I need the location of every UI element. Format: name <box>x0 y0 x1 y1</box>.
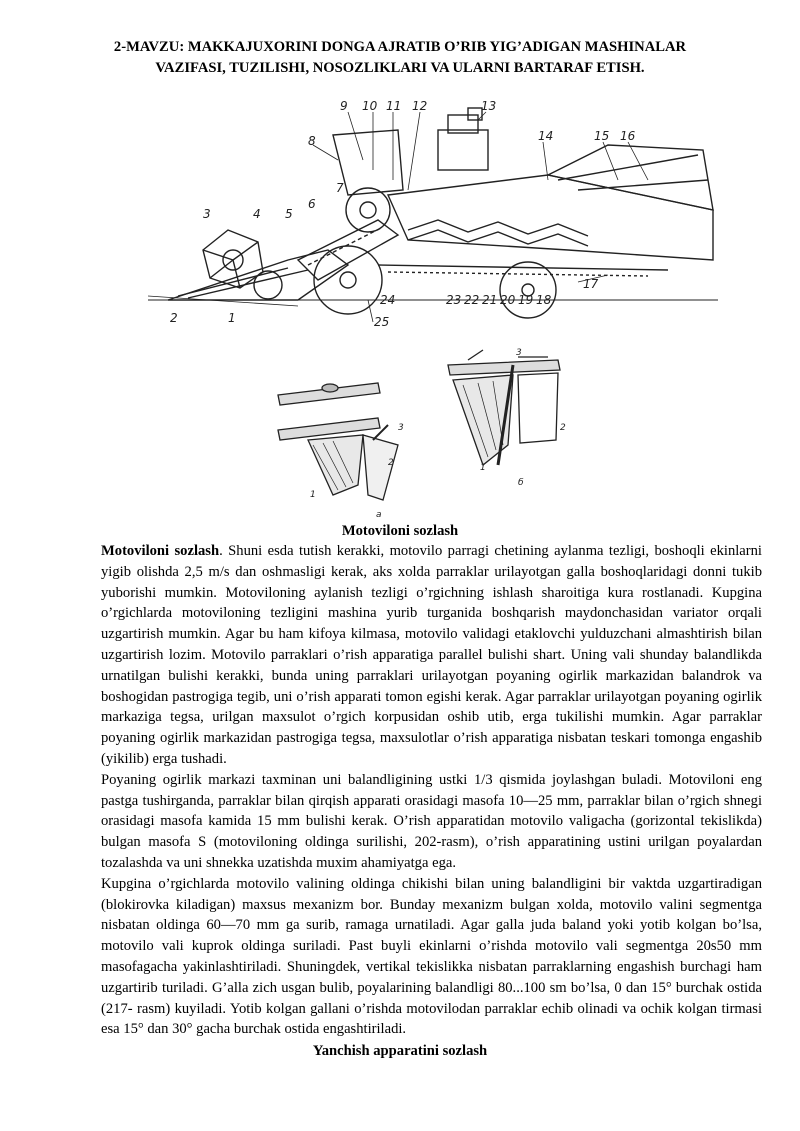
callout-17: 17 <box>583 277 599 291</box>
callout-7: 7 <box>336 181 344 195</box>
callout-8: 8 <box>308 134 316 148</box>
callout-20: 20 <box>500 293 516 307</box>
page-title <box>60 37 740 79</box>
figure-caption: Motovilonі sozlash <box>341 523 459 539</box>
paragraph-3: Kupgina o’rgichlarda motovilo valining oldinga chikishi bilan uning balandligini bir vaktda uzgartiradigan (blokirovka kiladigan) maxsus mexanizm bor. Bunday mexanizm bulgan xolda, motovilo valini segmentga nisbatan oldinga 60—70 mm ga surib, ramaga urnatiladi. Agar galla juda baland yoki yotib kolgan bo’lsa, motovilo vali kuprok oldinga suriladi. Past buyli ekinlarni o’rishda motovilo vali segmentga 20s50 mm masofagacha yakinlashtiriladi. Shuningdek, vertikal tekislikka nisbatan parraklarning engashish burchagi ham uzgartirib turiladi. G’alla zich usgan bulib, poyalarining balandligi 80...100 sm bo’lsa, 0 dan 15° burchak ostida (217- rasm) kuyiladi. Yotib kolgan gallani o’rishda motovilodan parraklar echib olinadi va ochik kolgan tirmasi esa 15° dan 30° gacha burchak ostida engashtiriladi. <box>101 875 762 1038</box>
label-3b: 3 <box>516 348 522 358</box>
label-2b: 2 <box>560 423 566 433</box>
label-b: б <box>518 478 524 488</box>
callout-10: 10 <box>362 100 378 113</box>
callout-12: 12 <box>412 100 428 113</box>
section-heading: Yanchish apparatini sozlash <box>312 1043 488 1059</box>
paragraph-1-rest: . Shuni esda tutish kerakki, motovilo parragi chetining aylanma tezligi, boshoqli ekinlarni yigib olishda 2,5 m/s dan oshmasligi kerak, aks xolda parraklar urilayotgan galla boshoqlaridagi donni tukib yuborishi mumkin. Motoviloning aylanish tezligi o’rgichning ishlash sharoitiga kura rostlanadi. Kupgina o’rgichlarda motoviloning tezligini mashina yurib turganida boshqarish maydonchasidan variator orqali uzgartirish mumkin. Agar bu ham kifoya kilmasa, motovilo validagi etaklovchi yulduzchani almashtirish bilan uzgartirish lozim. Motovilo parraklari o’rish apparatiga parallel bulishi shart. Uning vali shunday balandlikda urnatilgan bulishi kerakki, bunda uning parraklari urilayotgan poyaning ogirlik markazidan balandrok va boshogidan pastrogiga tegib, uni o’rish apparati tomon egishi kerak. Agar parraklar urilayotgan poyaning ogirlik markaziga tegsa, urilgan maxsulot o’rgich korpusidan oshib utib, erga tukilishi mumkin. Agar parraklar poyaning ogirlik markazidan pastrogiga tegsa, maxsulotlar o’rish apparatiga nisbatan teskari tomonga engashib (yikilib) erga tushadi. <box>101 543 762 767</box>
callout-5: 5 <box>285 207 293 221</box>
callout-2: 2 <box>170 311 178 325</box>
callout-11: 11 <box>386 100 402 113</box>
callout-19: 19 <box>518 293 534 307</box>
callout-15: 15 <box>594 129 610 143</box>
callout-13: 13 <box>481 100 497 113</box>
label-1a: 1 <box>310 490 316 500</box>
label-a: a <box>376 510 382 520</box>
callout-23: 23 <box>446 293 462 307</box>
paragraph-1 <box>101 541 762 770</box>
label-2a: 2 <box>388 458 394 468</box>
callout-21: 21 <box>482 293 498 307</box>
harvester-diagram <box>148 100 718 340</box>
callout-3: 3 <box>203 207 211 221</box>
callout-16: 16 <box>620 129 636 143</box>
body-text <box>101 541 762 1040</box>
title-line-2: VAZIFASI, TUZILISHI, NOSOZLIKLARI VA ULARNI BARTARAF ETISH. <box>155 60 645 76</box>
callout-4: 4 <box>253 207 261 221</box>
label-1b: 1 <box>480 463 486 473</box>
callout-9: 9 <box>340 100 348 113</box>
callout-1: 1 <box>228 311 236 325</box>
label-3a: 3 <box>398 423 404 433</box>
callout-22: 22 <box>464 293 480 307</box>
callout-14: 14 <box>538 129 554 143</box>
paragraph-1-lead: Motoviloni sozlash <box>101 543 220 559</box>
callout-6: 6 <box>308 197 316 211</box>
callout-25: 25 <box>374 315 390 329</box>
reel-adjustment-diagram <box>268 345 568 520</box>
paragraph-2: Poyaning ogirlik markazi taxminan uni balandligining ustki 1/3 qismida joylashgan buladi. Motovilonі eng pastga tushirganda, parraklar bilan qirqish apparati orasidagi masofa 10—25 mm, parraklar bilan o’rgich shnegi orasidagi masofa kamida 15 mm bulishi kerak. O’rish apparatidan motovilo valigacha (gorizontal tekislikda) bulgan masofa S (motoviloning oldinga surilishi, 202-rasm), o’rish apparatining ustini urilgan poyalardan tozalashda va uni shnekka uzatishda muxim ahamiyatga ega. <box>101 771 762 871</box>
callout-18: 18 <box>536 293 552 307</box>
title-line-1: 2-MAVZU: MAKKAJUXORINI DONGA AJRATIB O’RIB YIG’ADIGAN MASHINALAR <box>113 39 687 55</box>
callout-24: 24 <box>380 293 396 307</box>
